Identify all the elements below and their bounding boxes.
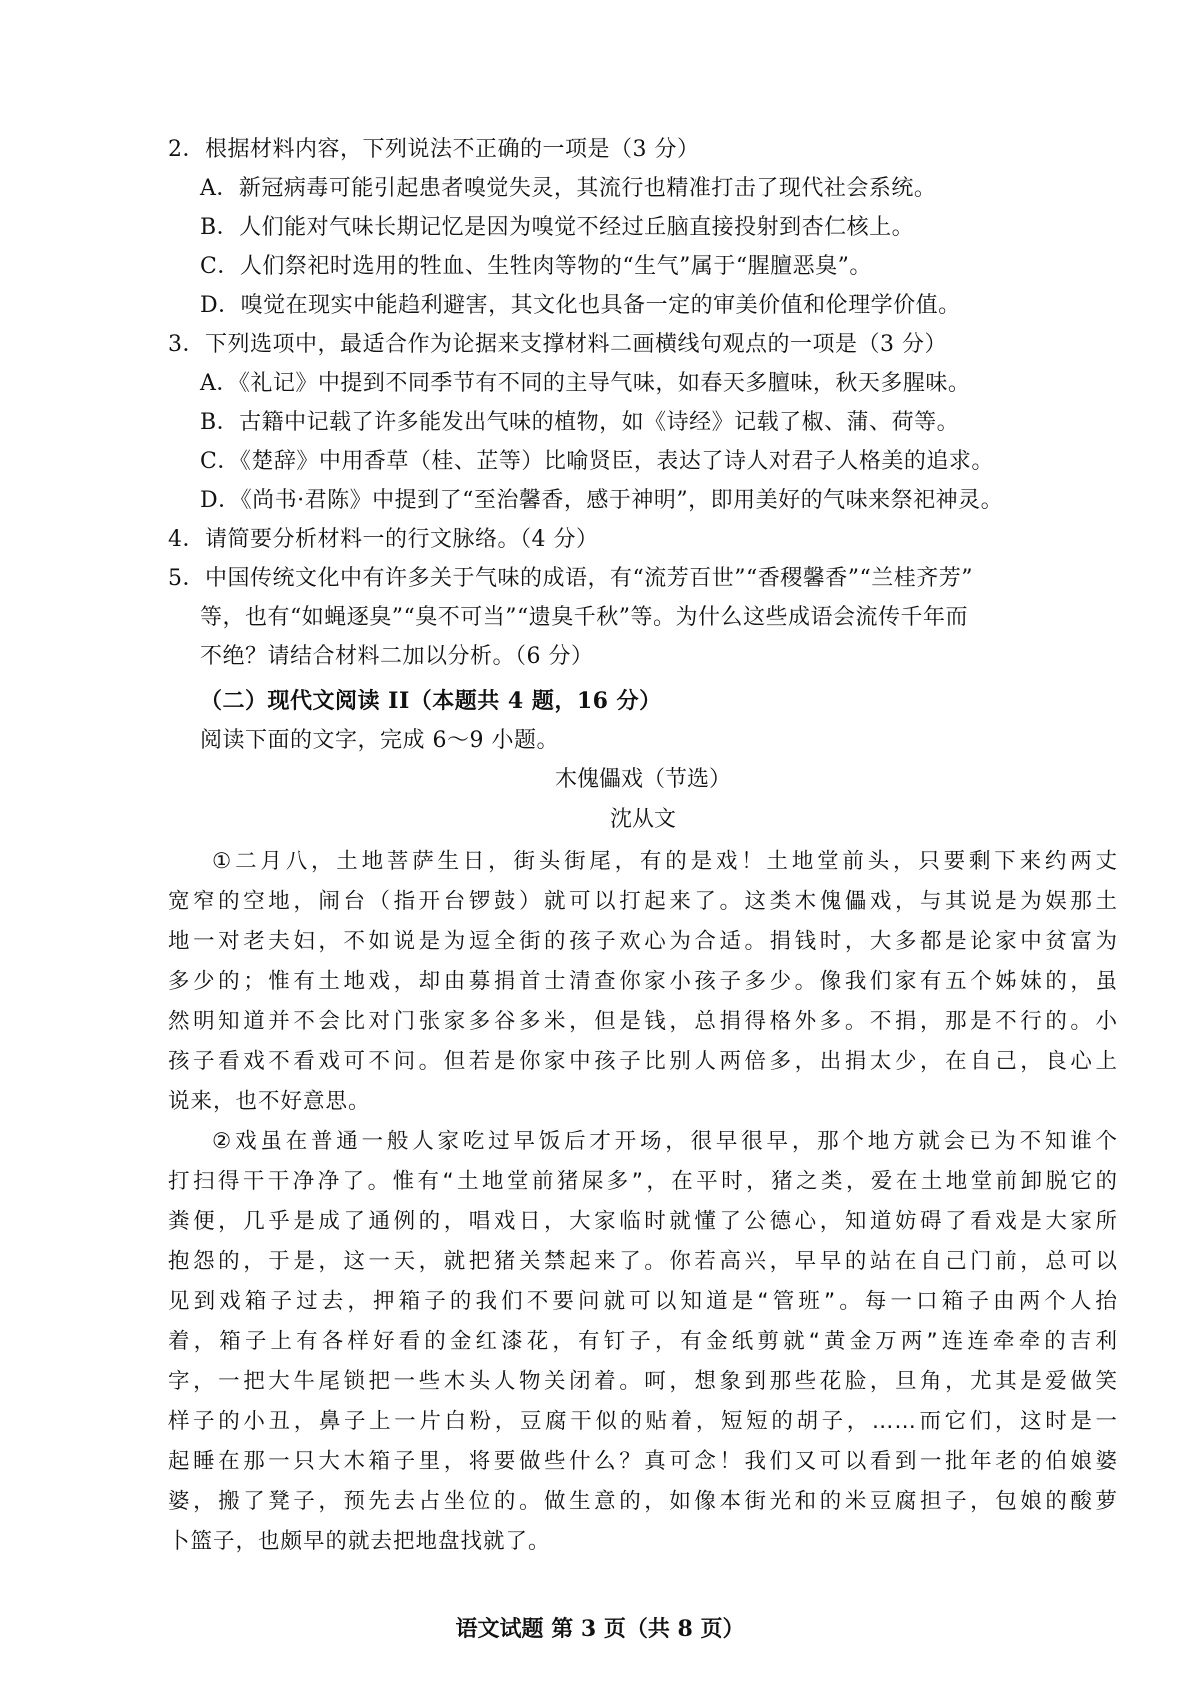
passage-line: 见到戏箱子过去，押箱子的我们不要问就可以知道是“管班”。每一口箱子由两个人抬 [168,1289,1118,1314]
option-b: B．人们能对气味长期记忆是因为嗅觉不经过丘脑直接投射到杏仁核上。 [200,215,915,240]
section-heading: （二）现代文阅读 II（本题共 4 题，16 分） [200,688,662,714]
passage-line: 说来，也不好意思。 [168,1089,371,1114]
page-footer: 语文试题 第 3 页（共 8 页） [455,1616,745,1642]
passage-line: 孩子看戏不看戏可不问。但若是你家中孩子比别人两倍多，出捐太少，在自己，良心上 [168,1049,1118,1074]
option-d: D．嗅觉在现实中能趋利避害，其文化也具备一定的审美价值和伦理学价值。 [200,293,961,318]
page-content [168,130,1118,1562]
passage-line: 粪便，几乎是成了通例的，唱戏日，大家临时就懂了公德心，知道妨碍了看戏是大家所 [168,1209,1118,1234]
option-a: A．《礼记》中提到不同季节有不同的主导气味，如春天多膻味，秋天多腥味。 [200,371,971,396]
passage-line: 样子的小丑，鼻子上一片白粉，豆腐干似的贴着，短短的胡子，……而它们，这时是一 [168,1409,1118,1434]
passage-line: ②戏虽在普通一般人家吃过早饭后才开场，很早很早，那个地方就会已为不知谁个 [212,1129,1118,1154]
passage-body [168,842,1118,1562]
question-stem-continued: 不绝？请结合材料二加以分析。（6 分） [200,644,594,669]
paragraph-2 [168,1122,1118,1562]
passage-line: 抱怨的，于是，这一天，就把猪关禁起来了。你若高兴，早早的站在自己门前，总可以 [168,1249,1118,1274]
passage-author: 沈从文 [609,807,676,832]
question-5 [168,559,1118,676]
question-4 [168,520,1118,559]
option-b: B．古籍中记载了许多能发出气味的植物，如《诗经》记载了椒、蒲、荷等。 [200,410,960,435]
passage-line: ①二月八，土地菩萨生日，街头街尾，有的是戏！土地堂前头，只要剩下来约两丈 [212,849,1118,874]
option-d: D．《尚书·君陈》中提到了“至治馨香，感于神明”，即用美好的气味来祭祀神灵。 [200,488,1004,513]
question-stem: 5．中国传统文化中有许多关于气味的成语，有“流芳百世”“香稷馨香”“兰桂齐芳” [168,566,973,591]
passage-line: 多少的；惟有土地戏，却由募捐首士清查你家小孩子多少。像我们家有五个姊妹的，虽 [168,969,1118,994]
passage-line: 婆，搬了凳子，预先去占坐位的。做生意的，如像本街光和的米豆腐担子，包娘的酸萝 [168,1489,1118,1514]
passage-line: 起睡在那一只大木箱子里，将要做些什么？真可念！我们又可以看到一批年老的伯娘婆 [168,1449,1118,1474]
passage-line: 地一对老夫妇，不如说是为逗全街的孩子欢心为合适。捐钱时，大多都是论家中贫富为 [168,929,1118,954]
question-stem: 3．下列选项中，最适合作为论据来支撑材料二画横线句观点的一项是（3 分） [168,332,947,357]
question-stem: 4．请简要分析材料一的行文脉络。（4 分） [168,527,599,552]
passage-line: 着，箱子上有各样好看的金红漆花，有钉子，有金纸剪就“黄金万两”连连牵牵的吉利 [168,1329,1118,1354]
section-instruction: 阅读下面的文字，完成 6～9 小题。 [200,728,559,753]
passage-line: 卜篮子，也颇早的就去把地盘找就了。 [168,1529,551,1554]
question-stem-continued: 等，也有“如蝇逐臭”“臭不可当”“遗臭千秋”等。为什么这些成语会流传千年而 [200,605,968,630]
question-3 [168,325,1118,520]
passage-line: 打扫得干干净净了。惟有“土地堂前猪屎多”，在平时，猪之类，爱在土地堂前卸脱它的 [168,1169,1118,1194]
option-c: C．人们祭祀时选用的牲血、生牲肉等物的“生气”属于“腥膻恶臭”。 [200,254,872,279]
passage-title: 木傀儡戏（节选） [554,767,731,792]
paragraph-1 [168,842,1118,1122]
passage-line: 然明知道并不会比对门张家多谷多米，但是钱，总捐得格外多。不捐，那是不行的。小 [168,1009,1118,1034]
option-c: C．《楚辞》中用香草（桂、芷等）比喻贤臣，表达了诗人对君子人格美的追求。 [200,449,994,474]
question-stem: 2．根据材料内容，下列说法不正确的一项是（3 分） [168,137,700,162]
question-2 [168,130,1118,325]
passage-line: 字，一把大牛尾锁把一些木头人物关闭着。呵，想象到那些花脸，旦角，尤其是爱做笑 [168,1369,1118,1394]
option-a: A．新冠病毒可能引起患者嗅觉失灵，其流行也精准打击了现代社会系统。 [200,176,937,201]
passage-line: 宽窄的空地，闹台（指开台锣鼓）就可以打起来了。这类木傀儡戏，与其说是为娱那土 [168,889,1118,914]
